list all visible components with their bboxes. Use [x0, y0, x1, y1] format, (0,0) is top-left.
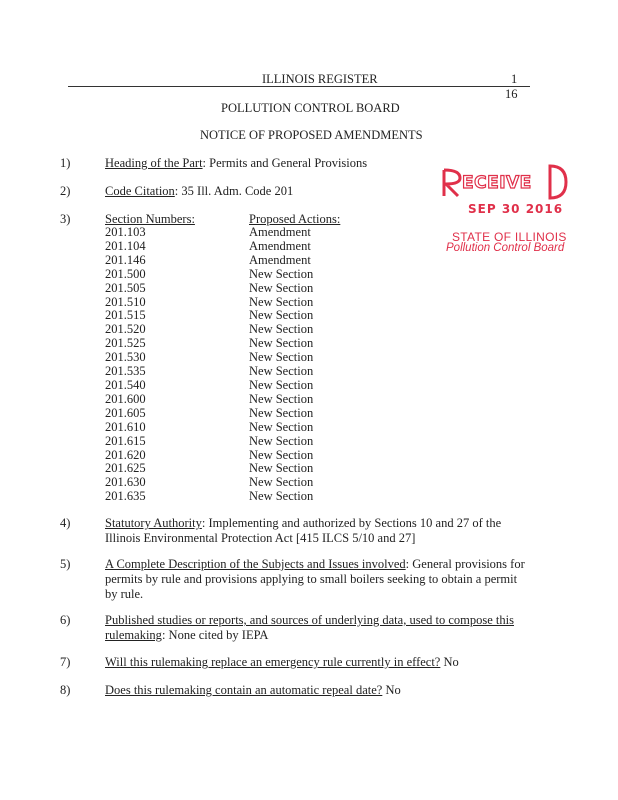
- received-stamp: [438, 162, 588, 262]
- section-number: 201.103: [105, 225, 146, 239]
- section-number: 201.515: [105, 308, 146, 323]
- item-8-value: No: [385, 683, 401, 697]
- item-number-3: 3): [60, 212, 71, 226]
- section-number: 201.615: [105, 433, 146, 448]
- section-number: 201.600: [105, 391, 146, 406]
- section-row: [105, 393, 340, 407]
- item-number-1: 1): [60, 156, 71, 170]
- section-row: [105, 309, 340, 323]
- section-number: 201.500: [105, 266, 146, 281]
- section-action: New Section: [249, 308, 314, 323]
- item-4-value: Implementing and authorized by Sections 10 and 27 of the Illinois Environmental Protection Act [415 ILCS 5/10 and 27]: [105, 516, 502, 545]
- page-number: 1: [511, 72, 518, 86]
- item-number-7: 7): [60, 655, 71, 669]
- section-number: 201.610: [105, 419, 146, 434]
- sections-column-header: Section Numbers:: [105, 212, 195, 226]
- section-number: 201.520: [105, 322, 146, 337]
- section-number: 201.540: [105, 377, 146, 392]
- stamp-state: STATE OF ILLINOIS: [452, 230, 567, 244]
- section-row: [105, 435, 340, 449]
- section-action: New Section: [249, 447, 314, 462]
- section-action: New Section: [249, 419, 314, 434]
- item-5: A Complete Description of the Subjects and Issues involved: General provisions for permits by rule and provisions applying to small boilers seeking to obtain a permit by rule.: [105, 557, 525, 601]
- notice-title: NOTICE OF PROPOSED AMENDMENTS: [200, 128, 423, 142]
- item-7-value: No: [443, 655, 459, 669]
- item-number-5: 5): [60, 557, 71, 571]
- section-row: [105, 476, 340, 490]
- item-7-label: Will this rulemaking replace an emergency rule currently in effect?: [105, 655, 441, 669]
- section-row: [105, 254, 340, 268]
- section-action: New Section: [249, 322, 314, 337]
- section-number: 201.505: [105, 280, 146, 295]
- register-title: ILLINOIS REGISTER: [262, 72, 378, 86]
- section-action: New Section: [249, 266, 314, 281]
- section-row: [105, 323, 340, 337]
- section-row: [105, 365, 340, 379]
- section-action: Amendment: [249, 252, 311, 267]
- section-action: New Section: [249, 461, 314, 476]
- item-1-label: Heading of the Part: [105, 156, 203, 170]
- item-5-value: General provisions for permits by rule and provisions applying to small boilers seeking to obtain a permit by rule.: [105, 557, 525, 601]
- section-action: New Section: [249, 280, 314, 295]
- volume-number: 16: [505, 87, 518, 101]
- stamp-board: Pollution Control Board: [446, 242, 565, 254]
- section-row: [105, 282, 340, 296]
- item-2-label: Code Citation: [105, 184, 175, 198]
- section-row: [105, 337, 340, 351]
- item-number-6: 6): [60, 613, 71, 627]
- section-number: 201.530: [105, 350, 146, 365]
- section-row: [105, 379, 340, 393]
- header-rule: [68, 86, 530, 87]
- received-stamp-lettering: [438, 162, 568, 202]
- section-action: New Section: [249, 405, 314, 420]
- section-action: Amendment: [249, 225, 311, 239]
- item-number-8: 8): [60, 683, 71, 697]
- section-row: [105, 490, 340, 504]
- board-title: POLLUTION CONTROL BOARD: [221, 101, 400, 115]
- section-action: New Section: [249, 350, 314, 365]
- section-action: Amendment: [249, 238, 311, 253]
- section-number: 201.535: [105, 364, 146, 379]
- item-6-value: None cited by IEPA: [168, 628, 269, 642]
- section-action: New Section: [249, 391, 314, 406]
- sections-table: [105, 212, 340, 504]
- item-4-label: Statutory Authority: [105, 516, 202, 530]
- stamp-date: SEP 30 2016: [468, 202, 564, 216]
- section-number: 201.635: [105, 489, 146, 504]
- item-number-2: 2): [60, 184, 71, 198]
- actions-column-header: Proposed Actions:: [249, 212, 341, 226]
- section-row: [105, 462, 340, 476]
- section-row: [105, 226, 340, 240]
- section-action: New Section: [249, 475, 314, 490]
- item-4: Statutory Authority: Implementing and authorized by Sections 10 and 27 of the Illinois Environmental Protection Act [415 ILCS 5/10 and 27]: [105, 516, 502, 545]
- item-1-value: Permits and General Provisions: [209, 156, 368, 170]
- item-8-label: Does this rulemaking contain an automatic repeal date?: [105, 683, 383, 697]
- section-row: [105, 296, 340, 310]
- section-row: [105, 421, 340, 435]
- section-row: [105, 240, 340, 254]
- section-action: New Section: [249, 433, 314, 448]
- section-number: 201.605: [105, 405, 146, 420]
- section-number: 201.146: [105, 252, 146, 267]
- section-number: 201.625: [105, 461, 146, 476]
- item-1: Heading of the Part: Permits and General Provisions: [105, 156, 368, 170]
- item-number-4: 4): [60, 516, 71, 530]
- item-6-label: Published studies or reports, and sources of underlying data, used to compose this rulemaking: [105, 613, 514, 642]
- item-2-value: 35 Ill. Adm. Code 201: [181, 184, 294, 198]
- section-row: [105, 407, 340, 421]
- section-action: New Section: [249, 294, 314, 309]
- section-number: 201.620: [105, 447, 146, 462]
- section-row: [105, 449, 340, 463]
- section-number: 201.510: [105, 294, 146, 309]
- section-number: 201.104: [105, 238, 146, 253]
- section-action: New Section: [249, 364, 314, 379]
- item-2: Code Citation: 35 Ill. Adm. Code 201: [105, 184, 294, 198]
- section-row: [105, 351, 340, 365]
- section-number: 201.525: [105, 336, 146, 351]
- item-6: Published studies or reports, and sources of underlying data, used to compose this rulemaking: None cited by IEPA: [105, 613, 514, 642]
- section-action: New Section: [249, 377, 314, 392]
- item-8: [105, 683, 401, 698]
- section-action: New Section: [249, 489, 314, 504]
- section-row: [105, 268, 340, 282]
- item-5-label: A Complete Description of the Subjects and Issues involved: [105, 557, 406, 571]
- section-action: New Section: [249, 336, 314, 351]
- item-7: [105, 655, 459, 670]
- section-number: 201.630: [105, 475, 146, 490]
- svg-text:ECEIVE: ECEIVE: [462, 173, 532, 193]
